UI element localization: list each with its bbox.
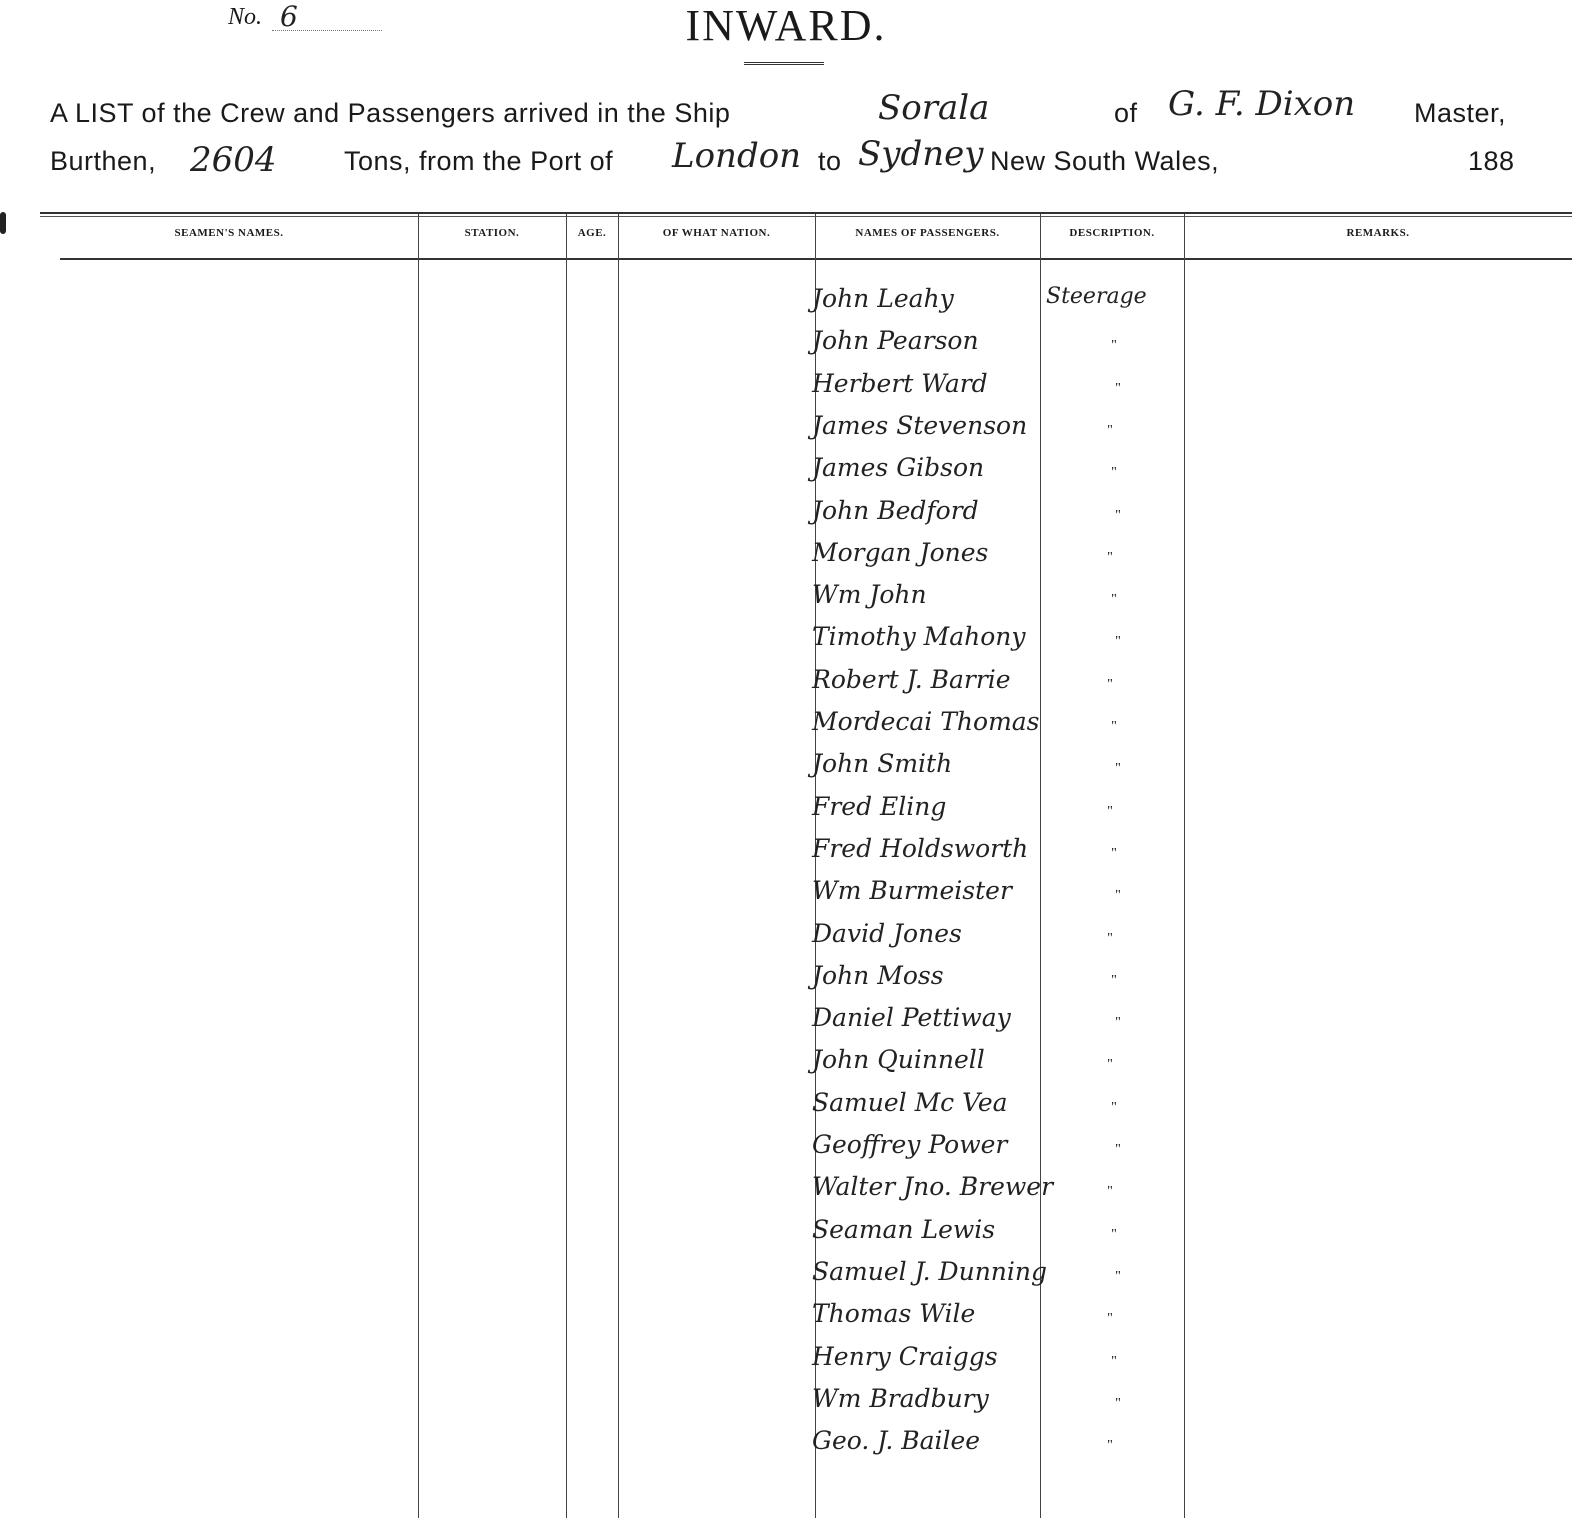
column-header-description: DESCRIPTION.: [1069, 227, 1155, 239]
passenger-name: Morgan Jones: [812, 538, 989, 567]
passenger-name: Daniel Pettiway: [812, 1003, 1011, 1032]
column-header-seamens-names: SEAMEN'S NAMES.: [174, 227, 284, 239]
page-title: INWARD.: [685, 1, 887, 50]
passenger-name: John Bedford: [812, 496, 979, 525]
passenger-name: Mordecai Thomas: [812, 707, 1040, 736]
number-label: No.: [228, 4, 263, 30]
passenger-name: James Stevenson: [812, 411, 1028, 440]
passenger-description: ": [1111, 592, 1117, 607]
passenger-description: ": [1115, 1396, 1121, 1411]
column-divider: [418, 214, 419, 1518]
passenger-description: ": [1115, 634, 1121, 649]
ship-name: Sorala: [878, 88, 990, 128]
passenger-name: James Gibson: [812, 453, 985, 482]
passenger-name: Timothy Mahony: [812, 622, 1026, 651]
destination-suffix: New South Wales,: [990, 146, 1220, 176]
passenger-description: ": [1115, 1015, 1121, 1030]
table-header-rule: [60, 258, 1572, 260]
column-header-passengers: NAMES OF PASSENGERS.: [855, 227, 1000, 239]
passenger-name: John Quinnell: [812, 1045, 985, 1074]
column-header-nation: OF WHAT NATION.: [662, 227, 771, 239]
passenger-description: ": [1111, 846, 1117, 861]
column-divider: [618, 214, 619, 1518]
passenger-name: John Moss: [812, 961, 944, 990]
passenger-name: John Smith: [812, 749, 953, 778]
column-header-station: STATION.: [464, 227, 520, 239]
passenger-description: ": [1111, 973, 1117, 988]
master-label: Master,: [1414, 98, 1507, 128]
year-prefix: 188: [1468, 146, 1515, 176]
passenger-name: Samuel Mc Vea: [812, 1088, 1008, 1117]
passenger-name: Geoffrey Power: [812, 1130, 1008, 1159]
passenger-description: ": [1115, 508, 1121, 523]
passenger-name: Wm Burmeister: [812, 876, 1012, 905]
column-divider: [566, 214, 567, 1518]
table-top-rule-inner: [40, 216, 1572, 217]
passenger-description: ": [1107, 1311, 1113, 1326]
burthen-label: Burthen,: [50, 146, 157, 176]
passenger-description: ": [1111, 338, 1117, 353]
to-label: to: [818, 146, 842, 176]
column-divider: [1040, 214, 1041, 1518]
passenger-name: Seaman Lewis: [812, 1215, 996, 1244]
passenger-description: ": [1111, 1100, 1117, 1115]
passenger-description: ": [1115, 1142, 1121, 1157]
port-from: London: [672, 136, 802, 176]
page-edge-mark: [0, 212, 6, 234]
column-divider: [1184, 214, 1185, 1518]
passenger-name: Fred Eling: [812, 792, 947, 821]
passenger-description: ": [1111, 1227, 1117, 1242]
passenger-description: ": [1107, 1438, 1113, 1453]
passenger-description: ": [1115, 761, 1121, 776]
passenger-description: ": [1107, 931, 1113, 946]
passenger-description: ": [1107, 804, 1113, 819]
tons-value: 2604: [190, 140, 277, 180]
passenger-name: Fred Holdsworth: [812, 834, 1029, 863]
passenger-description: ": [1107, 550, 1113, 565]
passenger-name: Henry Craiggs: [812, 1342, 998, 1371]
of-label: of: [1114, 98, 1138, 128]
passenger-name: Walter Jno. Brewer: [812, 1172, 1054, 1201]
passenger-description: Steerage: [1046, 284, 1147, 309]
passenger-name: Geo. J. Bailee: [812, 1426, 981, 1455]
passenger-name: Samuel J. Dunning: [812, 1257, 1047, 1286]
passenger-description: ": [1107, 1184, 1113, 1199]
passenger-description: ": [1115, 888, 1121, 903]
passenger-name: John Pearson: [812, 326, 979, 355]
passenger-name: John Leahy: [812, 284, 954, 313]
passenger-description: ": [1111, 465, 1117, 480]
passenger-name: Wm John: [812, 580, 927, 609]
passenger-description: ": [1107, 1057, 1113, 1072]
port-to: Sydney: [858, 134, 984, 174]
title-rule: [744, 62, 824, 65]
master-name: G. F. Dixon: [1168, 84, 1356, 124]
passenger-description: ": [1111, 719, 1117, 734]
passenger-name: Wm Bradbury: [812, 1384, 989, 1413]
passenger-description: ": [1115, 381, 1121, 396]
table-top-rule: [40, 212, 1572, 214]
passenger-name: David Jones: [812, 919, 962, 948]
tons-label: Tons, from the Port of: [344, 146, 614, 176]
passenger-name: Herbert Ward: [812, 369, 988, 398]
passenger-description: ": [1107, 677, 1113, 692]
passenger-description: ": [1115, 1269, 1121, 1284]
column-header-remarks: REMARKS.: [1346, 227, 1410, 239]
passenger-description: ": [1111, 1354, 1117, 1369]
number-value: 6: [280, 0, 298, 33]
list-intro-text: A LIST of the Crew and Passengers arrived in the Ship: [50, 98, 731, 128]
passenger-name: Robert J. Barrie: [812, 665, 1011, 694]
passenger-name: Thomas Wile: [812, 1299, 976, 1328]
column-header-age: AGE.: [577, 227, 607, 239]
passenger-description: ": [1107, 423, 1113, 438]
